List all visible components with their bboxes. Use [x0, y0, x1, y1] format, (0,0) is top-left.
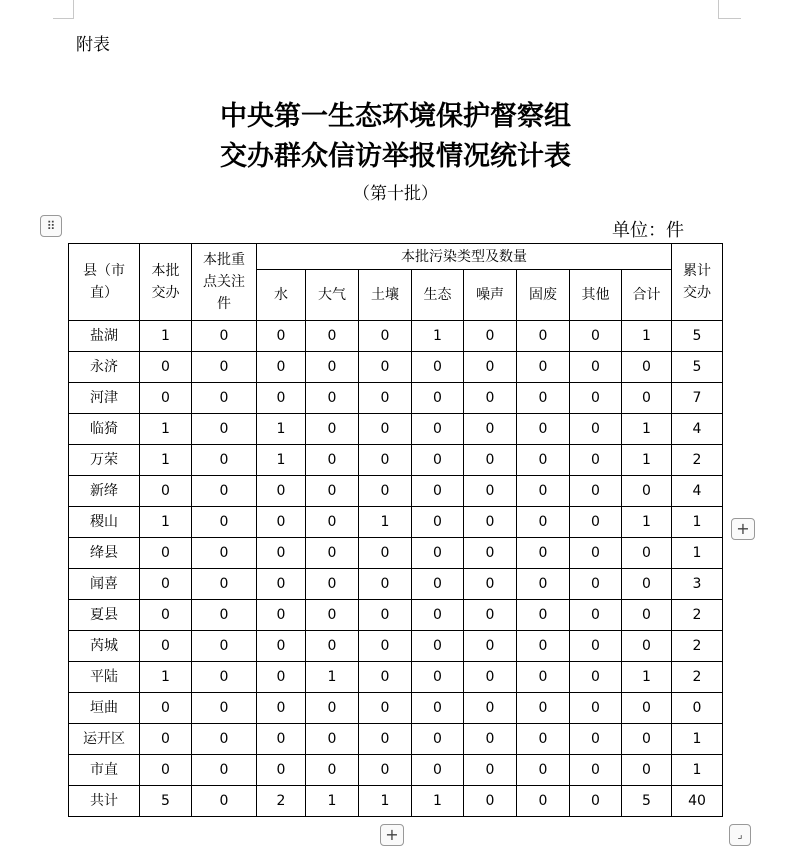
- value-cell: 0: [192, 569, 257, 600]
- value-cell: 0: [257, 755, 306, 786]
- county-cell: 永济: [69, 352, 140, 383]
- value-cell: 0: [412, 445, 464, 476]
- header-key-focus: 本批重点关注件: [192, 244, 257, 321]
- batch-label: （第十批）: [353, 184, 438, 204]
- value-cell: 0: [306, 476, 359, 507]
- value-cell: 0: [257, 662, 306, 693]
- add-row-button[interactable]: [380, 824, 404, 846]
- value-cell: 0: [517, 662, 570, 693]
- value-cell: 0: [359, 383, 412, 414]
- table-row: [69, 414, 723, 445]
- value-cell: 1: [622, 445, 672, 476]
- value-cell: 0: [306, 693, 359, 724]
- value-cell: 0: [517, 724, 570, 755]
- value-cell: 0: [192, 538, 257, 569]
- value-cell: 0: [517, 631, 570, 662]
- value-cell: 0: [359, 755, 412, 786]
- value-cell: 0: [140, 693, 192, 724]
- value-cell: 0: [257, 569, 306, 600]
- value-cell: 0: [622, 476, 672, 507]
- value-cell: 2: [672, 600, 723, 631]
- value-cell: 0: [622, 600, 672, 631]
- value-cell: 0: [464, 755, 517, 786]
- value-cell: 0: [517, 352, 570, 383]
- value-cell: 0: [622, 352, 672, 383]
- value-cell: 0: [412, 414, 464, 445]
- value-cell: 0: [192, 445, 257, 476]
- value-cell: 0: [192, 476, 257, 507]
- value-cell: 0: [570, 507, 622, 538]
- table-row: [69, 445, 723, 476]
- value-cell: 0: [140, 383, 192, 414]
- value-cell: 0: [412, 693, 464, 724]
- value-cell: 0: [140, 755, 192, 786]
- value-cell: 0: [570, 600, 622, 631]
- value-cell: 0: [672, 693, 723, 724]
- value-cell: 0: [412, 724, 464, 755]
- value-cell: 0: [464, 693, 517, 724]
- value-cell: 0: [412, 569, 464, 600]
- value-cell: 0: [257, 631, 306, 662]
- value-cell: 0: [570, 383, 622, 414]
- value-cell: 0: [412, 662, 464, 693]
- header-this-batch: 本批交办: [140, 244, 192, 321]
- value-cell: 3: [672, 569, 723, 600]
- value-cell: 0: [570, 786, 622, 817]
- header-subtotal: 合计: [622, 270, 672, 321]
- value-cell: 0: [257, 476, 306, 507]
- value-cell: 0: [517, 600, 570, 631]
- value-cell: 0: [622, 693, 672, 724]
- value-cell: 0: [192, 693, 257, 724]
- table-row: [69, 321, 723, 352]
- value-cell: 0: [464, 600, 517, 631]
- county-cell: 平陆: [69, 662, 140, 693]
- table-row: [69, 352, 723, 383]
- county-cell: 河津: [69, 383, 140, 414]
- value-cell: 0: [570, 569, 622, 600]
- table-row: [69, 662, 723, 693]
- value-cell: 0: [570, 662, 622, 693]
- table-row: [69, 476, 723, 507]
- value-cell: 0: [257, 507, 306, 538]
- county-cell: 芮城: [69, 631, 140, 662]
- value-cell: 0: [306, 352, 359, 383]
- value-cell: 0: [306, 445, 359, 476]
- value-cell: 0: [140, 538, 192, 569]
- value-cell: 0: [570, 693, 622, 724]
- value-cell: 0: [359, 693, 412, 724]
- value-cell: 0: [517, 786, 570, 817]
- header-solid-waste: 固废: [517, 270, 570, 321]
- value-cell: 0: [517, 507, 570, 538]
- value-cell: 1: [140, 321, 192, 352]
- value-cell: 5: [672, 352, 723, 383]
- county-cell: 绛县: [69, 538, 140, 569]
- title-line-2: 交办群众信访举报情况统计表: [220, 141, 571, 172]
- county-cell: 闻喜: [69, 569, 140, 600]
- value-cell: 1: [140, 445, 192, 476]
- value-cell: 0: [622, 755, 672, 786]
- value-cell: 0: [140, 631, 192, 662]
- value-cell: 0: [306, 538, 359, 569]
- value-cell: 0: [306, 724, 359, 755]
- value-cell: 0: [359, 538, 412, 569]
- value-cell: 0: [464, 507, 517, 538]
- table-row: [69, 600, 723, 631]
- value-cell: 0: [570, 631, 622, 662]
- value-cell: 0: [412, 383, 464, 414]
- value-cell: 0: [192, 786, 257, 817]
- value-cell: 0: [257, 724, 306, 755]
- value-cell: 0: [622, 724, 672, 755]
- value-cell: 0: [306, 755, 359, 786]
- value-cell: 0: [140, 724, 192, 755]
- value-cell: 0: [192, 321, 257, 352]
- value-cell: 1: [672, 538, 723, 569]
- county-cell: 盐湖: [69, 321, 140, 352]
- value-cell: 0: [464, 569, 517, 600]
- table-resize-handle[interactable]: [729, 824, 751, 846]
- table-row: [69, 538, 723, 569]
- table-row: [69, 786, 723, 817]
- value-cell: 4: [672, 476, 723, 507]
- value-cell: 1: [672, 724, 723, 755]
- value-cell: 0: [464, 631, 517, 662]
- value-cell: 0: [412, 631, 464, 662]
- value-cell: 5: [672, 321, 723, 352]
- value-cell: 0: [570, 538, 622, 569]
- table-move-handle[interactable]: [40, 215, 62, 237]
- value-cell: 0: [412, 600, 464, 631]
- value-cell: 0: [622, 538, 672, 569]
- value-cell: 1: [306, 662, 359, 693]
- value-cell: 1: [257, 445, 306, 476]
- value-cell: 1: [140, 662, 192, 693]
- value-cell: 0: [257, 352, 306, 383]
- header-ecology: 生态: [412, 270, 464, 321]
- resize-icon: ⌟: [737, 828, 743, 841]
- value-cell: 1: [140, 414, 192, 445]
- value-cell: 0: [192, 724, 257, 755]
- header-pollution-group: 本批污染类型及数量: [257, 244, 672, 270]
- plus-icon: +: [385, 825, 399, 844]
- value-cell: 0: [517, 693, 570, 724]
- statistics-table: [68, 243, 723, 817]
- value-cell: 4: [672, 414, 723, 445]
- value-cell: 0: [359, 476, 412, 507]
- value-cell: 0: [359, 321, 412, 352]
- value-cell: 1: [672, 755, 723, 786]
- county-cell: 万荣: [69, 445, 140, 476]
- value-cell: 1: [306, 786, 359, 817]
- value-cell: 0: [622, 569, 672, 600]
- header-water: 水: [257, 270, 306, 321]
- county-cell: 市直: [69, 755, 140, 786]
- value-cell: 0: [359, 631, 412, 662]
- value-cell: 0: [412, 352, 464, 383]
- header-soil: 土壤: [359, 270, 412, 321]
- table-row: [69, 507, 723, 538]
- value-cell: 2: [672, 662, 723, 693]
- value-cell: 0: [192, 383, 257, 414]
- value-cell: 1: [140, 507, 192, 538]
- county-cell: 运开区: [69, 724, 140, 755]
- county-cell: 稷山: [69, 507, 140, 538]
- value-cell: 0: [464, 414, 517, 445]
- value-cell: 0: [359, 724, 412, 755]
- value-cell: 0: [464, 352, 517, 383]
- value-cell: 0: [570, 476, 622, 507]
- value-cell: 0: [412, 476, 464, 507]
- value-cell: 0: [192, 352, 257, 383]
- crop-mark-top-left: [53, 0, 74, 19]
- add-column-button[interactable]: [731, 518, 755, 540]
- move-icon: ⠿: [46, 219, 56, 233]
- table-row: [69, 383, 723, 414]
- value-cell: 0: [517, 476, 570, 507]
- value-cell: 2: [257, 786, 306, 817]
- unit-label: 单位：件: [612, 220, 684, 241]
- value-cell: 1: [412, 786, 464, 817]
- title-line-1: 中央第一生态环境保护督察组: [220, 101, 571, 132]
- value-cell: 1: [622, 414, 672, 445]
- value-cell: 0: [306, 569, 359, 600]
- value-cell: 0: [257, 600, 306, 631]
- value-cell: 5: [622, 786, 672, 817]
- value-cell: 1: [622, 507, 672, 538]
- value-cell: 1: [622, 662, 672, 693]
- value-cell: 0: [192, 414, 257, 445]
- value-cell: 0: [517, 414, 570, 445]
- value-cell: 0: [464, 445, 517, 476]
- value-cell: 0: [359, 414, 412, 445]
- header-county: 县（市直）: [69, 244, 140, 321]
- county-cell: 垣曲: [69, 693, 140, 724]
- table-row: [69, 569, 723, 600]
- value-cell: 0: [140, 569, 192, 600]
- value-cell: 0: [257, 538, 306, 569]
- value-cell: 1: [359, 786, 412, 817]
- plus-icon: +: [736, 519, 750, 538]
- value-cell: 0: [464, 662, 517, 693]
- table-row: [69, 724, 723, 755]
- header-cumulative: 累计交办: [672, 244, 723, 321]
- value-cell: 0: [359, 600, 412, 631]
- value-cell: 1: [359, 507, 412, 538]
- value-cell: 0: [464, 538, 517, 569]
- value-cell: 0: [464, 724, 517, 755]
- value-cell: 0: [464, 383, 517, 414]
- value-cell: 1: [672, 507, 723, 538]
- value-cell: 7: [672, 383, 723, 414]
- value-cell: 0: [257, 321, 306, 352]
- value-cell: 0: [306, 414, 359, 445]
- value-cell: 1: [412, 321, 464, 352]
- value-cell: 0: [192, 755, 257, 786]
- value-cell: 0: [140, 476, 192, 507]
- value-cell: 0: [570, 321, 622, 352]
- value-cell: 0: [622, 631, 672, 662]
- value-cell: 0: [257, 383, 306, 414]
- value-cell: 1: [257, 414, 306, 445]
- value-cell: 40: [672, 786, 723, 817]
- county-cell: 共计: [69, 786, 140, 817]
- value-cell: 0: [570, 414, 622, 445]
- value-cell: 2: [672, 445, 723, 476]
- table-row: [69, 631, 723, 662]
- value-cell: 0: [306, 600, 359, 631]
- value-cell: 0: [359, 662, 412, 693]
- value-cell: 1: [622, 321, 672, 352]
- table-row: [69, 755, 723, 786]
- value-cell: 0: [359, 352, 412, 383]
- value-cell: 0: [192, 600, 257, 631]
- value-cell: 0: [306, 507, 359, 538]
- value-cell: 0: [306, 383, 359, 414]
- value-cell: 0: [517, 538, 570, 569]
- value-cell: 0: [570, 724, 622, 755]
- value-cell: 0: [622, 383, 672, 414]
- value-cell: 0: [412, 538, 464, 569]
- value-cell: 0: [306, 631, 359, 662]
- header-noise: 噪声: [464, 270, 517, 321]
- header-air: 大气: [306, 270, 359, 321]
- value-cell: 0: [359, 445, 412, 476]
- table-row: [69, 693, 723, 724]
- value-cell: 0: [192, 631, 257, 662]
- value-cell: 0: [464, 786, 517, 817]
- value-cell: 0: [464, 321, 517, 352]
- value-cell: 0: [464, 476, 517, 507]
- value-cell: 5: [140, 786, 192, 817]
- county-cell: 新绛: [69, 476, 140, 507]
- value-cell: 0: [359, 569, 412, 600]
- value-cell: 0: [570, 352, 622, 383]
- value-cell: 0: [412, 507, 464, 538]
- value-cell: 0: [517, 383, 570, 414]
- value-cell: 0: [570, 755, 622, 786]
- attachment-label: 附表: [76, 35, 110, 55]
- value-cell: 0: [517, 755, 570, 786]
- value-cell: 0: [570, 445, 622, 476]
- value-cell: 0: [192, 507, 257, 538]
- value-cell: 0: [306, 321, 359, 352]
- value-cell: 0: [517, 321, 570, 352]
- county-cell: 夏县: [69, 600, 140, 631]
- value-cell: 0: [517, 445, 570, 476]
- value-cell: 2: [672, 631, 723, 662]
- header-other: 其他: [570, 270, 622, 321]
- value-cell: 0: [140, 600, 192, 631]
- value-cell: 0: [140, 352, 192, 383]
- value-cell: 0: [412, 755, 464, 786]
- value-cell: 0: [192, 662, 257, 693]
- county-cell: 临猗: [69, 414, 140, 445]
- value-cell: 0: [517, 569, 570, 600]
- value-cell: 0: [257, 693, 306, 724]
- crop-mark-top-right: [718, 0, 741, 19]
